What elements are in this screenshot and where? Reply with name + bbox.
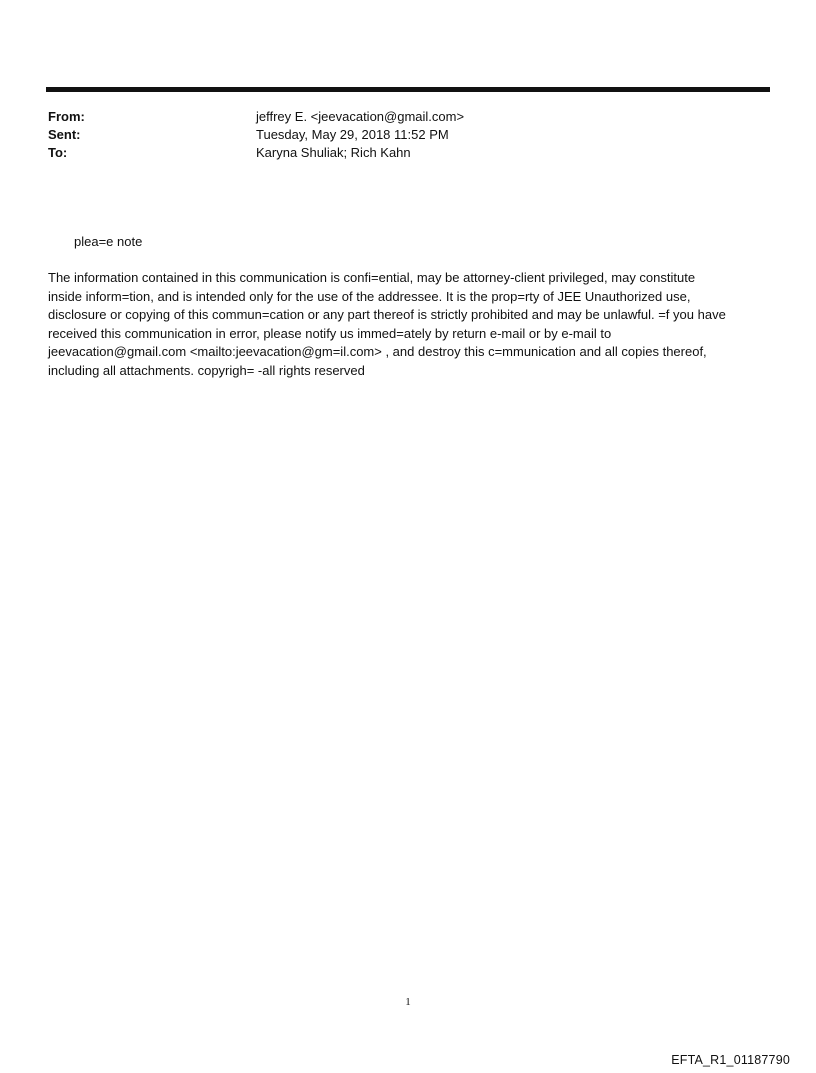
disclaimer-line: including all attachments. copyrigh= -all rights reserved — [48, 362, 365, 378]
to-row — [48, 144, 748, 162]
from-label: From: — [48, 109, 85, 124]
header-divider — [46, 87, 770, 92]
disclaimer-line: jeevacation@gmail.com <mailto:jeevacation@gm=il.com> , and destroy this c=mmunication and all copies thereof, — [48, 344, 707, 359]
from-value: jeffrey E. <jeevacation@gmail.com> — [256, 109, 465, 124]
page-number: 1 — [405, 996, 411, 1008]
message-greeting: plea=e note — [74, 234, 143, 249]
disclaimer-line: disclosure or copying of this commun=cation or any part thereof is strictly prohibited and may be unlawful. =f you have — [48, 307, 726, 322]
disclaimer-line: The information contained in this communication is confi=ential, may be attorney-client privileged, may constitute — [48, 270, 696, 285]
sent-row — [48, 126, 748, 144]
to-value: Karyna Shuliak; Rich Kahn — [256, 145, 411, 160]
email-header — [48, 108, 748, 162]
from-row — [48, 108, 748, 126]
disclaimer-line: inside inform=tion, and is intended only for the use of the addressee. It is the prop=rty of JEE Unauthorized use, — [48, 288, 691, 304]
sent-label: Sent: — [48, 127, 81, 142]
document-id: EFTA_R1_01187790 — [671, 1053, 790, 1067]
disclaimer-line: received this communication in error, please notify us immed=ately by return e-mail or by e-mail to — [48, 325, 612, 341]
sent-value: Tuesday, May 29, 2018 11:52 PM — [256, 127, 449, 142]
to-label: To: — [48, 145, 68, 160]
confidentiality-disclaimer — [48, 269, 768, 380]
